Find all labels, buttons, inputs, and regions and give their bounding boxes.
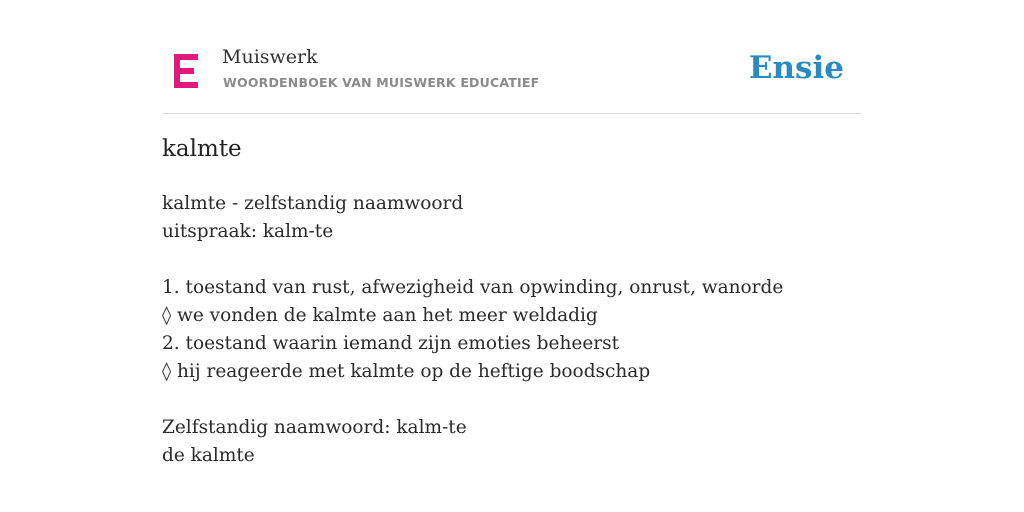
pronunciation: uitspraak: kalm-te bbox=[162, 221, 334, 242]
ensie-logo[interactable]: Ensie bbox=[748, 50, 844, 86]
grammar-info: Zelfstandig naamwoord: kalm-te bbox=[162, 417, 467, 438]
brand-subtitle: WOORDENBOEK VAN MUISWERK EDUCATIEF bbox=[223, 75, 540, 90]
entry-title: kalmte bbox=[162, 136, 242, 162]
example-1: ◊ we vonden de kalmte aan het meer weldadig bbox=[162, 305, 598, 326]
article-form: de kalmte bbox=[162, 445, 255, 466]
definition-2: 2. toestand waarin iemand zijn emoties beheerst bbox=[162, 333, 620, 354]
example-2: ◊ hij reageerde met kalmte op de heftige boodschap bbox=[162, 361, 651, 382]
entry-body bbox=[162, 190, 862, 470]
entry-headline: kalmte - zelfstandig naamwoord bbox=[162, 193, 464, 214]
spacer bbox=[162, 386, 862, 414]
muiswerk-e-icon[interactable] bbox=[172, 54, 200, 88]
definition-1: 1. toestand van rust, afwezigheid van opwinding, onrust, wanorde bbox=[162, 277, 784, 298]
spacer bbox=[162, 246, 862, 274]
site-header bbox=[162, 40, 862, 114]
brand-name[interactable]: Muiswerk bbox=[222, 46, 318, 68]
